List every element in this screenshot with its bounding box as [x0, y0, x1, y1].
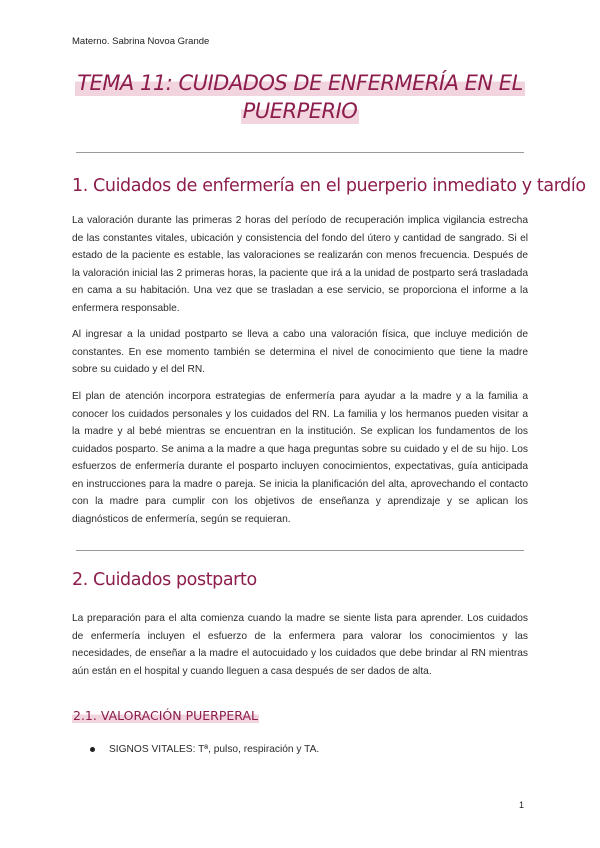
section-1-paragraph-2: Al ingresar a la unidad postparto se lleva a cabo una valoración física, que incluye medición de constantes. En ese momento también se determina el nivel de conocimiento que tiene la madre sobre su cuidado y el del RN. [72, 329, 528, 375]
section-2-paragraph: La preparación para el alta comienza cuando la madre se siente lista para aprender. Los cuidados de enfermería incluyen el esfuerzo de la enfermera para valorar los conocimientos y las necesidades, de enseñar a la madre el autocuidado y los cuidados que debe brindar al RN mientras aún están en el hospital y cuando lleguen a casa después de ser dados de alta. [72, 613, 528, 677]
subsection-heading: 2.1. VALORACIÓN PUERPERAL [73, 708, 258, 723]
section-1-heading: 1. Cuidados de enfermería en el puerperio inmediato y tardío [72, 176, 586, 196]
document-header: Materno. Sabrina Novoa Grande [72, 36, 210, 47]
section-1-paragraph-3: El plan de atención incorpora estrategias de enfermería para ayudar a la madre y a la familia a conocer los cuidados personales y los cuidados del RN. La familia y los hermanos pueden visitar a la madre y al bebé mientras se encuentran en la institución. Se explican los fundamentos de los cuidados posparto. Se anima a la madre a que haga preguntas sobre su cuidado y el de su hijo. Los esfuerzos de enfermería durante el posparto incluyen conocimientos, expectativas, guía anticipada en instrucciones para la madre o pareja. Se inicia la planificación del alta, aprovechando el contacto con la madre para cumplir con los objetivos de enseñanza y aprendizaje y se aplican los diagnósticos de enfermería, según se requieran. [72, 391, 528, 525]
bullet-icon [90, 747, 95, 752]
divider-1 [76, 152, 524, 153]
page-number: 1 [518, 800, 524, 810]
section-2-heading: 2. Cuidados postparto [72, 570, 257, 590]
divider-2 [76, 550, 524, 551]
title-line-2: PUERPERIO [242, 99, 358, 123]
list-item [90, 744, 319, 755]
page-title [72, 70, 528, 124]
section-1-paragraph-1: La valoración durante las primeras 2 horas del período de recuperación implica vigilancia estrecha de las constantes vitales, ubicación y consistencia del fondo del útero y cantidad de sangrado. Si el estado de la paciente es estable, las valoraciones se realizarán con menos frecuencia. Después de la valoración inicial las 2 primeras horas, la paciente que irá a la unidad de postparto será trasladada en cama a su habitación. Una vez que se trasladan a ese servicio, se proporciona el informe a la enfermera responsable. [72, 215, 528, 314]
title-line-1: TEMA 11: CUIDADOS DE ENFERMERÍA EN EL [77, 71, 523, 95]
list-item-text: SIGNOS VITALES: Tª, pulso, respiración y TA. [109, 744, 320, 755]
